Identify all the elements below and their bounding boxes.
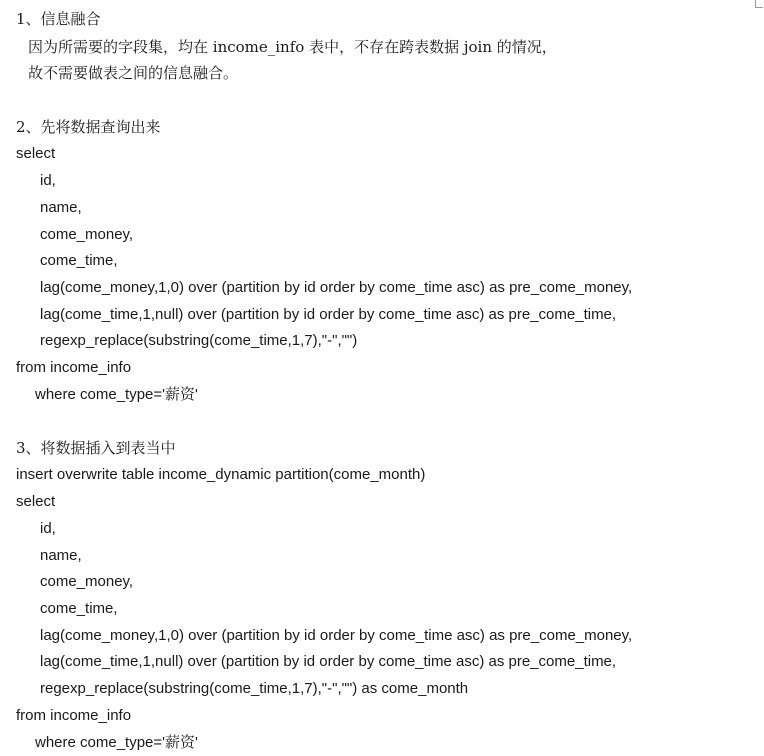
code-line: from income_info xyxy=(16,359,132,376)
section-1-paragraph-line-2: 故不需要做表之间的信息融合。 xyxy=(28,64,239,82)
code-line: lag(come_money,1,0) over (partition by id order by come_time asc) as pre_come_money, xyxy=(40,627,633,644)
code-line: id, xyxy=(40,172,56,189)
code-line: come_time, xyxy=(40,252,118,269)
code-line: insert overwrite table income_dynamic partition(come_month) xyxy=(16,466,426,483)
page-corner-mark xyxy=(755,7,763,8)
code-line: where come_type='薪资' xyxy=(35,386,198,403)
code-line: name, xyxy=(40,547,82,564)
section-3-heading: 3、将数据插入到表当中 xyxy=(16,439,176,457)
code-line: where come_type='薪资' xyxy=(35,734,198,751)
section-1-paragraph-line-1: 因为所需要的字段集，均在 income_info 表中，不存在跨表数据 join 的情况， xyxy=(28,38,557,56)
code-line: lag(come_time,1,null) over (partition by id order by come_time asc) as pre_come_time, xyxy=(40,653,617,670)
code-line: regexp_replace(substring(come_time,1,7),"-","") as come_month xyxy=(40,680,469,697)
code-line: lag(come_time,1,null) over (partition by id order by come_time asc) as pre_come_time, xyxy=(40,306,617,323)
section-1-heading: 1、信息融合 xyxy=(16,10,101,28)
code-line: select xyxy=(16,145,56,162)
code-line: from income_info xyxy=(16,707,132,724)
code-line: regexp_replace(substring(come_time,1,7),"-","") xyxy=(40,332,358,349)
code-line: select xyxy=(16,493,56,510)
section-2-heading: 2、先将数据查询出来 xyxy=(16,118,161,136)
code-line: come_money, xyxy=(40,226,134,243)
code-line: come_time, xyxy=(40,600,118,617)
code-line: lag(come_money,1,0) over (partition by id order by come_time asc) as pre_come_money, xyxy=(40,279,633,296)
code-line: name, xyxy=(40,199,82,216)
code-line: come_money, xyxy=(40,573,134,590)
code-line: id, xyxy=(40,520,56,537)
